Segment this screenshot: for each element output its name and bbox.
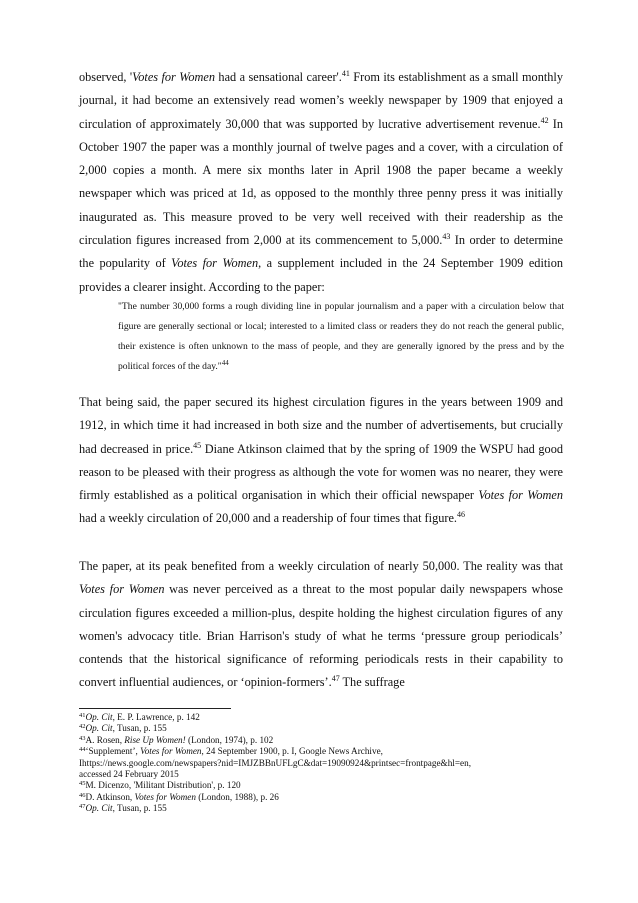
footnote-text: , 24 September 1900, p. I, Google News Archive, [201,746,383,757]
footnote-text: A. Rosen, [85,734,125,745]
footnote-number: 41 [79,712,86,719]
paragraph-3 [79,555,563,695]
text-run: had a weekly circulation of 20,000 and a readership of four times that figure. [79,511,457,526]
text-run: In order to determine the popularity of [79,233,563,271]
footnote-italic: Votes for Women [134,791,196,802]
footnote-italic: Rise Up Women! [124,734,186,745]
footnote-number: 44 [79,746,86,754]
text-run: observed, ' [79,70,133,84]
footnote-text: M. Dicenzo, 'Militant Distribution', p. 120 [85,780,241,791]
footnote-ref[interactable]: 45 [193,440,202,450]
footnotes [79,712,563,815]
footnote-italic: Op. Cit [85,723,113,734]
footnote-41 [79,712,563,723]
footnote-text: (London, 1974), p. 102 [185,734,274,745]
footnote-italic: Op. Cit [85,712,113,722]
footnote-italic: Op. Cit [85,803,113,814]
italic-title: Votes for Women [132,70,215,84]
italic-title: Votes for Women [171,256,259,271]
footnote-text: , Tusan, p. 155 [112,803,167,814]
footnote-number: 42 [79,723,86,731]
footnote-ref[interactable]: 42 [540,115,549,125]
paragraph-1 [79,66,563,299]
footnote-text: , E. P. Lawrence, p. 142 [112,712,200,722]
footnote-text: (London, 1988), p. 26 [195,791,279,802]
text-run: The suffrage [339,675,405,690]
footnote-44-accessed [79,769,563,780]
footnote-text: D. Atkinson, [85,791,135,802]
text-run: , a supplement included in the 24 September 1909 edition provides a clearer insight. According to the paper: [79,256,563,294]
footnote-text: accessed 24 February 2015 [79,769,179,780]
italic-title: Votes for Women [478,488,563,503]
footnote-43 [79,735,563,746]
text-run: From its establishment as a small monthly journal, it had become an extensively read women’s weekly newspaper by 1909 that enjoyed a circulation of approximately 30,000 that was supported by lucrative advertisement revenue. [79,70,563,131]
text-run: was never perceived as a threat to the most popular daily newspapers whose circulation figures exceeded a million-plus, despite holding the highest circulation figures of any women's advocacy title. Brian Harrison's study of what he terms ‘pressure group periodicals’ contends that the historical significance of reforming periodicals rests in their capability to convert influential audiences, or ‘opinion-formers’. [79,582,563,690]
text-run: The paper, at its peak benefited from a weekly circulation of nearly 50,000. The reality was that [79,559,563,573]
footnote-ref[interactable]: 46 [457,510,465,520]
footnote-number: 45 [79,780,86,788]
footnote-number: 46 [79,791,86,799]
footnote-ref[interactable]: 47 [331,674,340,684]
paragraph-2 [79,391,563,531]
footnote-ref[interactable]: 43 [442,232,451,242]
block-quote [118,297,564,377]
footnote-text: , Tusan, p. 155 [112,723,167,734]
footnote-46 [79,792,563,803]
footnote-45 [79,780,563,791]
italic-title: Votes for Women [79,582,165,597]
text-run: In October 1907 the paper was a monthly journal of twelve pages and a cover, with a circulation of 2,000 copies a month. A mere six months later in April 1908 the paper became a weekly newspaper which was priced at 1d, as opposed to the monthly three penny press it was initially inaugurated as. This measure proved to be very well received with their readership as the circulation figures increased from 2,000 at its commencement to 5,000. [79,116,563,248]
footnote-text: ‘Supplement’, [85,746,141,757]
footnote-ref[interactable]: 44 [221,359,229,367]
footnote-47 [79,803,563,814]
text-run: That being said, the paper secured its highest circulation figures in the years between 1909 and 1912, in which time it had increased in both size and the number of advertisements, but crucially had decreased in price. [79,395,563,456]
footnote-number: 43 [79,734,86,742]
footnote-divider [79,708,231,709]
footnote-italic: Votes for Women [140,746,202,757]
footnote-44-url[interactable] [79,758,563,769]
footnote-link[interactable]: Ihttps://news.google.com/newspapers?nid=IMJZBBnUFLgC&dat=19090924&printsec=frontpage&hl=en, [79,757,471,768]
text-run: had a sensational career'. [215,70,342,84]
footnote-ref[interactable]: 41 [341,69,350,78]
footnote-44 [79,746,563,757]
quote-text: "The number 30,000 forms a rough dividing line in popular journalism and a paper with a circulation below that figure are generally sectional or local; interested to a limited class or readers they do not reach the general public, their existence is often unknown to the mass of people, and they are generally ignored by the press and by the political forces of the day." [118,301,564,372]
footnote-42 [79,723,563,734]
text-run: Diane Atkinson claimed that by the spring of 1909 the WSPU had good reason to be pleased with their progress as although the vote for women was no nearer, they were firmly established as a political organisation in which their official newspaper [79,441,563,503]
footnote-number: 47 [79,803,86,811]
